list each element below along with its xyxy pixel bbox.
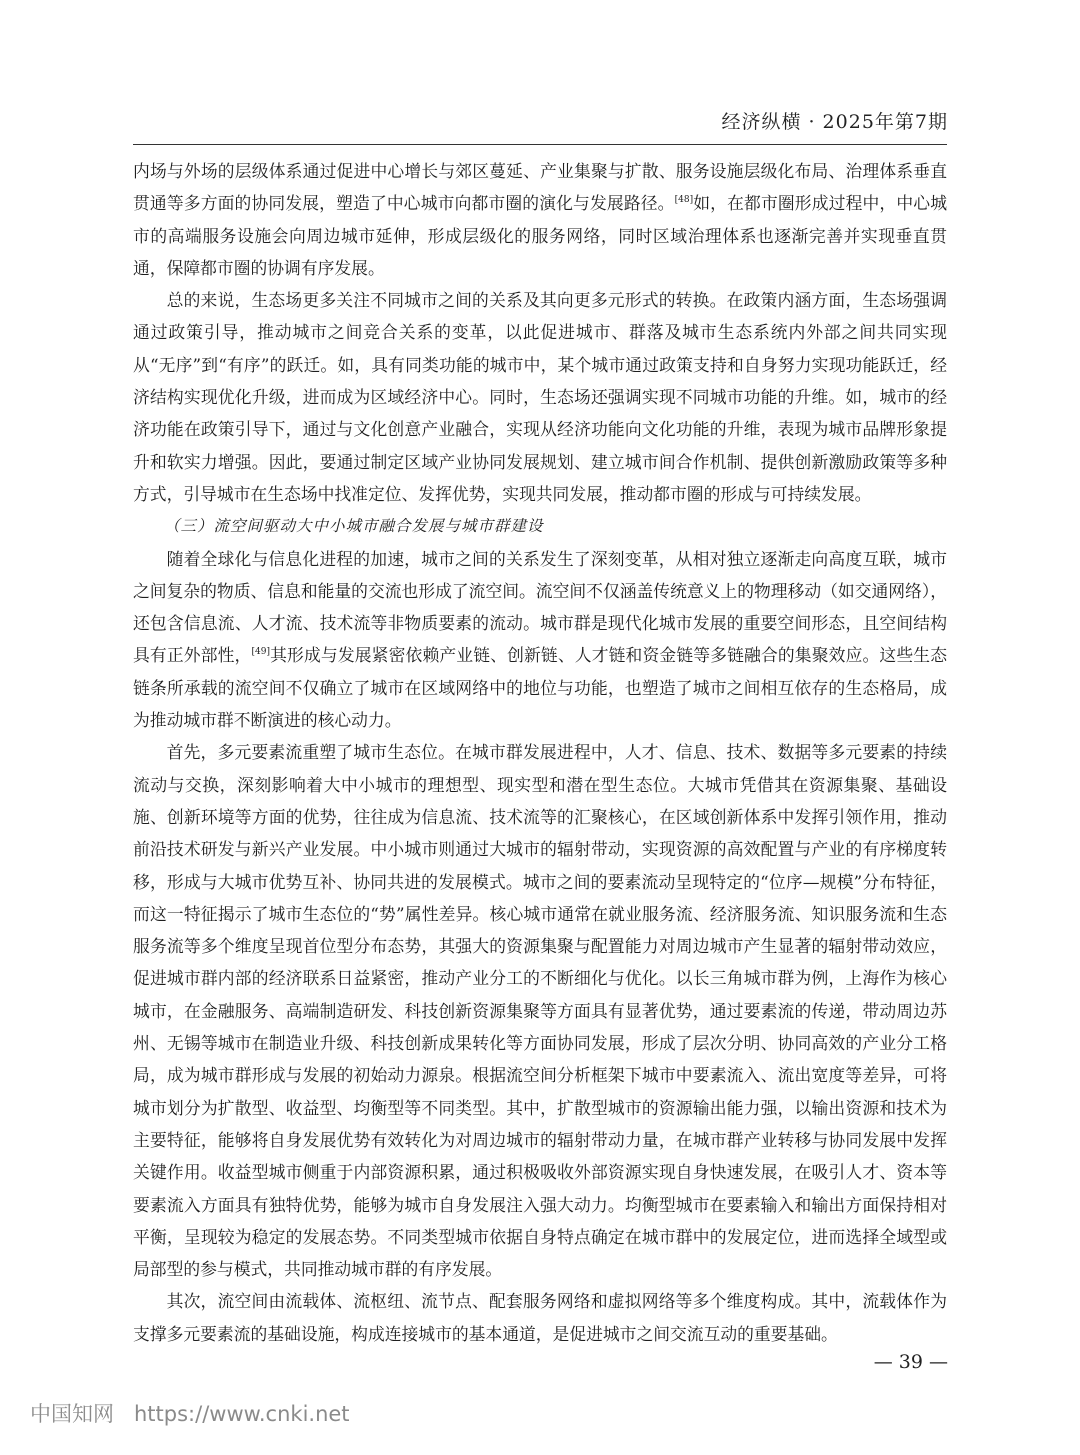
page-number: — 39 — [873, 1351, 948, 1373]
header-divider [133, 144, 947, 145]
paragraph-continuation [133, 155, 947, 284]
article-body [133, 155, 947, 1350]
cnki-url: https://www.cnki.net [134, 1402, 350, 1426]
citation-reference: [49] [251, 647, 270, 658]
paragraph-text: 其形成与发展紧密依赖产业链、创新链、人才链和资金链等多链融合的集聚效应。这些生态链条所承载的流空间不仅确立了城市在区域网络中的地位与功能，也塑造了城市之间相互依存的生态格局，成为推动城市群不断演进的核心动力。 [133, 645, 947, 731]
journal-header: 经济纵横 · 2025年第7期 [721, 111, 948, 133]
paragraph-text: 随着全球化与信息化进程的加速，城市之间的关系发生了深刻变革，从相对独立逐渐走向高度互联，城市之间复杂的物质、信息和能量的交流也形成了流空间。流空间不仅涵盖传统意义上的物理移动（如交通网络），还包含信息流、人才流、技术流等非物质要素的流动。城市群是现代化城市发展的重要空间形态，且空间结构具有正外部性， [133, 548, 947, 666]
cnki-logo-text: 中国知网 [30, 1402, 114, 1426]
citation-reference: [48] [674, 195, 694, 206]
paragraph-text: 如，在都市圈形成过程中，中心城市的高端服务设施会向周边城市延伸，形成层级化的服务网络，同时区域治理体系也逐渐完善并实现垂直贯通，保障都市圈的协调有序发展。 [133, 193, 947, 278]
paragraph-text: 内场与外场的层级体系通过促进中心增长与郊区蔓延、产业集聚与扩散、服务设施层级化布局、治理体系垂直贯通等多方面的协同发展，塑造了中心城市向都市圈的演化与发展路径。 [133, 161, 947, 214]
paragraph: 首先，多元要素流重塑了城市生态位。在城市群发展进程中，人才、信息、技术、数据等多元要素的持续流动与交换，深刻影响着大中小城市的理想型、现实型和潜在型生态位。大城市凭借其在资源集聚、基础设施、创新环境等方面的优势，往往成为信息流、技术流等的汇聚核心，在区域创新体系中发挥引领作用，推动前沿技术研发与新兴产业发展。中小城市则通过大城市的辐射带动，实现资源的高效配置与产业的有序梯度转移，形成与大城市优势互补、协同共进的发展模式。城市之间的要素流动呈现特定的“位序—规模”分布特征，而这一特征揭示了城市生态位的“势”属性差异。核心城市通常在就业服务流、经济服务流、知识服务流和生态服务流等多个维度呈现首位型分布态势，其强大的资源集聚与配置能力对周边城市产生显著的辐射带动效应，促进城市群内部的经济联系日益紧密，推动产业分工的不断细化与优化。以长三角城市群为例，上海作为核心城市，在金融服务、高端制造研发、科技创新资源集聚等方面具有显著优势，通过要素流的传递，带动周边苏州、无锡等城市在制造业升级、科技创新成果转化等方面协同发展，形成了层次分明、协同高效的产业分工格局，成为城市群形成与发展的初始动力源泉。根据流空间分析框架下城市中要素流入、流出宽度等差异，可将城市划分为扩散型、收益型、均衡型等不同类型。其中，扩散型城市的资源输出能力强，以输出资源和技术为主要特征，能够将自身发展优势有效转化为对周边城市的辐射带动力量，在城市群产业转移与协同发展中发挥关键作用。收益型城市侧重于内部资源积累，通过积极吸收外部资源实现自身快速发展，在吸引人才、资本等要素流入方面具有独特优势，能够为城市自身发展注入强大动力。均衡型城市在要素输入和输出方面保持相对平衡，呈现较为稳定的发展态势。不同类型城市依据自身特点确定在城市群中的发展定位，进而选择全域型或局部型的参与模式，共同推动城市群的有序发展。 [133, 742, 947, 1280]
paragraph: 其次，流空间由流载体、流枢纽、流节点、配套服务网络和虚拟网络等多个维度构成。其中，流载体作为支撑多元要素流的基础设施，构成连接城市的基本通道，是促进城市之间交流互动的重要基础。 [133, 1291, 947, 1344]
cnki-watermark [30, 1398, 350, 1428]
paragraph: 总的来说，生态场更多关注不同城市之间的关系及其向更多元形式的转换。在政策内涵方面，生态场强调通过政策引导，推动城市之间竞合关系的变革，以此促进城市、群落及城市生态系统内外部之间共同实现从“无序”到“有序”的跃迁。如，具有同类功能的城市中，某个城市通过政策支持和自身努力实现功能跃迁，经济结构实现优化升级，进而成为区域经济中心。同时，生态场还强调实现不同城市功能的升维。如，城市的经济功能在政策引导下，通过与文化创意产业融合，实现从经济功能向文化功能的升维，表现为城市品牌形象提升和软实力增强。因此，要通过制定区域产业协同发展规划、建立城市间合作机制、提供创新激励政策等多种方式，引导城市在生态场中找准定位、发挥优势，实现共同发展，推动都市圈的形成与可持续发展。 [133, 290, 947, 504]
paragraph [133, 543, 947, 737]
section-heading: （三）流空间驱动大中小城市融合发展与城市群建设 [164, 517, 544, 536]
